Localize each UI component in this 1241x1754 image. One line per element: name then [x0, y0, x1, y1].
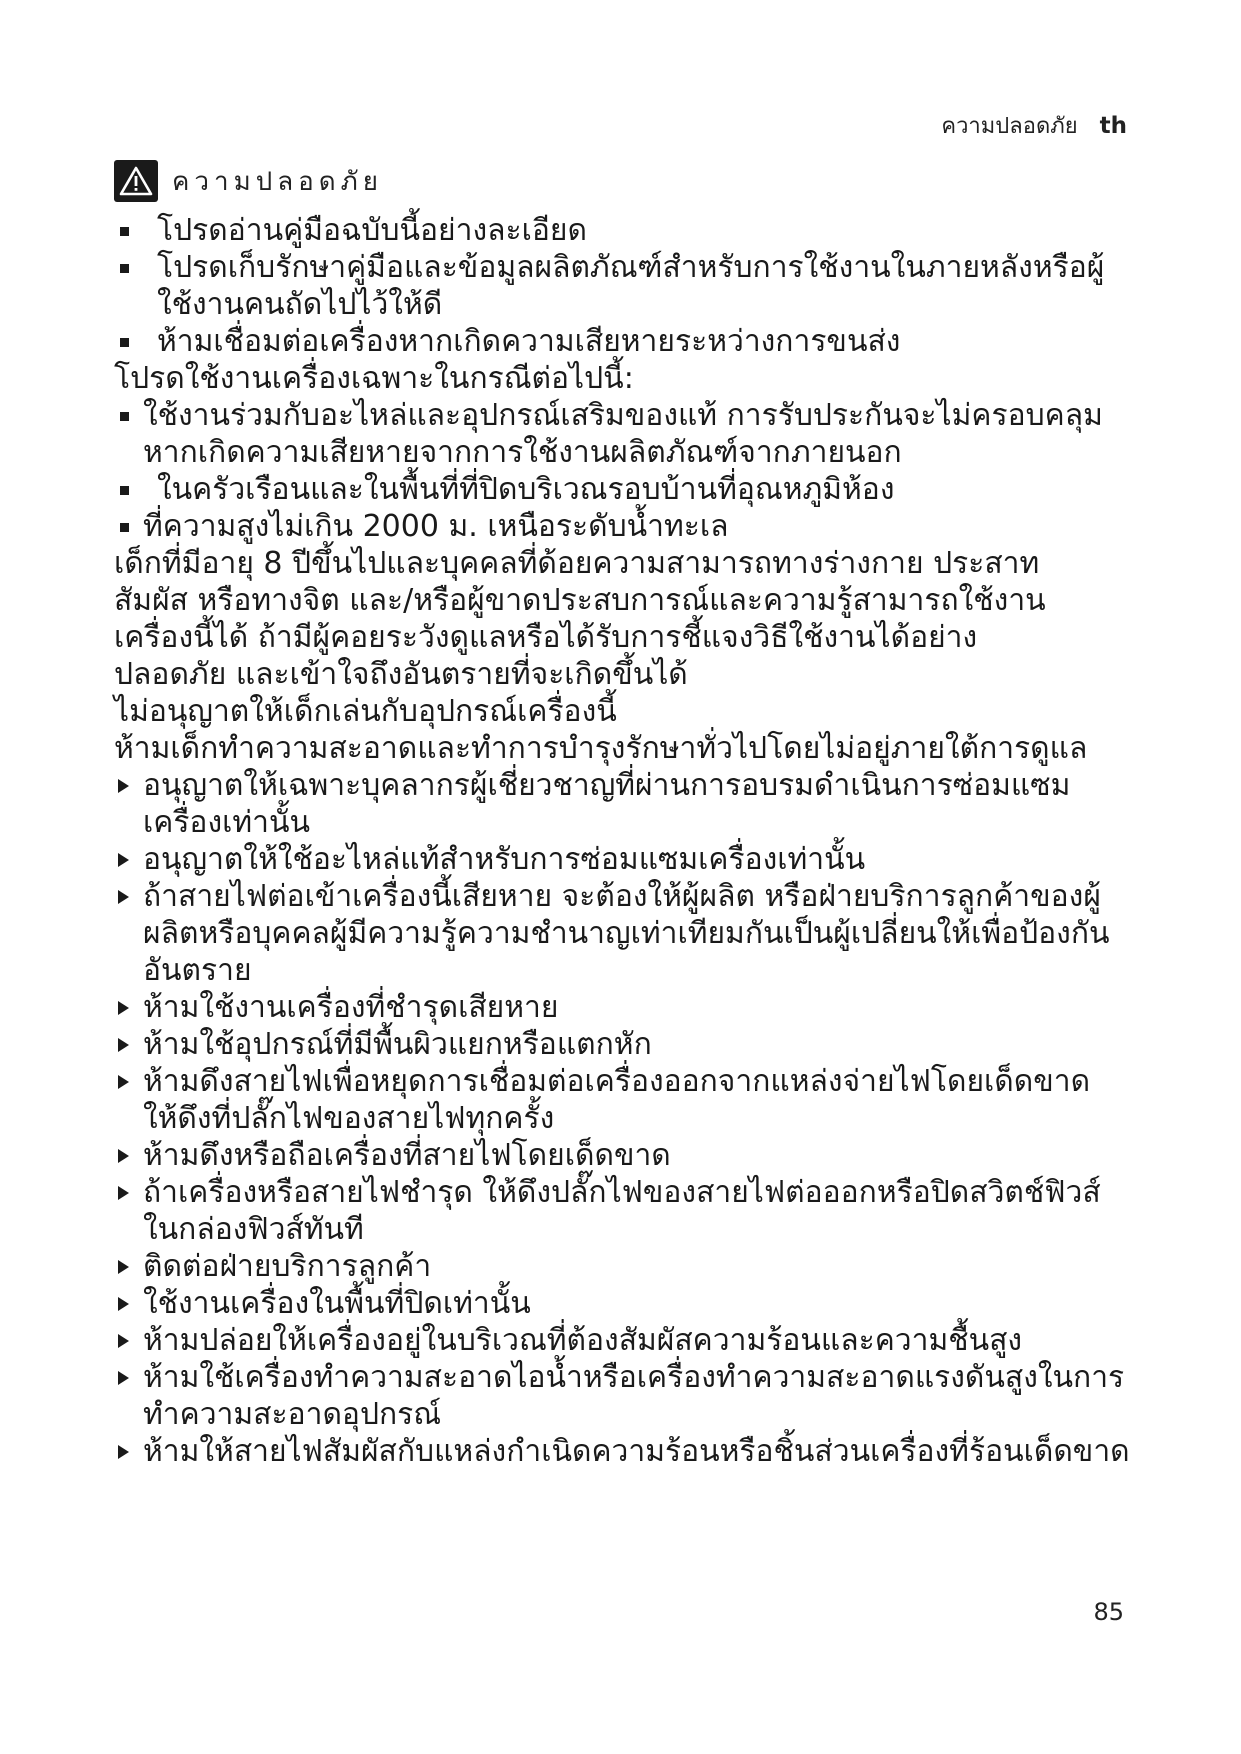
list-item: [114, 767, 1134, 841]
page-header: [941, 108, 1127, 143]
section-title: ความปลอดภัย: [172, 166, 384, 197]
list-item-text: อนุญาตให้ใช้อะไหล่แท้สำหรับการซ่อมแซมเครื่องเท่านั้น: [143, 842, 866, 877]
arrow-bullet-icon: [118, 1371, 129, 1385]
list-item: [114, 1174, 1134, 1248]
list-item: [114, 1285, 1134, 1322]
list-item: [114, 989, 1134, 1026]
list-item-text: ในครัวเรือนและในพื้นที่ที่ปิดบริเวณรอบบ้านที่อุณหภูมิห้อง: [157, 472, 895, 507]
header-language-code: th: [1099, 113, 1127, 139]
list-item-text: โปรดเก็บรักษาคู่มือและข้อมูลผลิตภัณฑ์สำหรับการใช้งานในภายหลังหรือผู้ใช้งานคนถัดไปไว้ให้ดี: [157, 250, 1105, 322]
square-bullet-icon: [120, 412, 129, 421]
list-item: [114, 508, 1134, 545]
list-item: [114, 1248, 1134, 1285]
list-item-text: ถ้าเครื่องหรือสายไฟชำรุด ให้ดึงปลั๊กไฟของสายไฟต่อออกหรือปิดสวิตช์ฟิวส์ในกล่องฟิวส์ทันที: [143, 1175, 1101, 1247]
list-item: [114, 397, 1134, 471]
square-bullet-icon: [120, 264, 129, 273]
list-item-text: ห้ามดึงสายไฟเพื่อหยุดการเชื่อมต่อเครื่องออกจากแหล่งจ่ายไฟโดยเด็ดขาด ให้ดึงที่ปลั๊กไฟของสายไฟทุกครั้ง: [143, 1064, 1091, 1136]
arrow-bullet-icon: [118, 1445, 129, 1459]
square-bullet-icon: [120, 338, 129, 347]
list-item-text: ติดต่อฝ่ายบริการลูกค้า: [143, 1249, 432, 1284]
list-item: [114, 1359, 1134, 1433]
paragraph-line: ไม่อนุญาตให้เด็กเล่นกับอุปกรณ์เครื่องนี้: [114, 694, 617, 729]
list-item: [114, 249, 1134, 323]
page-number: 85: [1093, 1598, 1124, 1626]
list-item-text: ห้ามใช้อุปกรณ์ที่มีพื้นผิวแยกหรือแตกหัก: [143, 1027, 652, 1062]
list-item-text: ใช้งานเครื่องในพื้นที่ปิดเท่านั้น: [143, 1286, 531, 1321]
list-item-text: ใช้งานร่วมกับอะไหล่และอุปกรณ์เสริมของแท้ การรับประกันจะไม่ครอบคลุมหากเกิดความเสียหายจากการใช้งานผลิตภัณฑ์จากภายนอก: [143, 398, 1103, 470]
paragraph-line: ปลอดภัย และเข้าใจถึงอันตรายที่จะเกิดขึ้นได้: [114, 657, 688, 692]
arrow-bullet-icon: [118, 779, 129, 793]
list-item: [114, 1063, 1134, 1137]
paragraph-line: ห้ามเด็กทำความสะอาดและทำการบำรุงรักษาทั่วไปโดยไม่อยู่ภายใต้การดูแล: [114, 731, 1088, 766]
list-item-text: ห้ามใช้งานเครื่องที่ชำรุดเสียหาย: [143, 990, 559, 1025]
paragraph-line: เด็กที่มีอายุ 8 ปีขึ้นไปและบุคคลที่ด้อยความสามารถทางร่างกาย ประสาท: [114, 546, 1040, 581]
warning-icon: [114, 160, 158, 202]
arrow-bullet-icon: [118, 1038, 129, 1052]
list-item: [114, 212, 1134, 249]
list-item-text: ห้ามปล่อยให้เครื่องอยู่ในบริเวณที่ต้องสัมผัสความร้อนและความชื้นสูง: [143, 1323, 1023, 1358]
list-item-text: ห้ามเชื่อมต่อเครื่องหากเกิดความเสียหายระหว่างการขนส่ง: [157, 324, 901, 359]
list-item: [114, 1433, 1134, 1470]
square-bullet-icon: [120, 227, 129, 236]
header-section-title: ความปลอดภัย: [941, 114, 1078, 139]
square-bullet-icon: [120, 523, 129, 532]
list-item: [114, 323, 1134, 360]
list-item: [114, 1322, 1134, 1359]
arrow-bullet-icon: [118, 1075, 129, 1089]
arrow-bullet-icon: [118, 1186, 129, 1200]
arrow-bullet-icon: [118, 1001, 129, 1015]
paragraph-line: เครื่องนี้ได้ ถ้ามีผู้คอยระวังดูแลหรือได้รับการชี้แจงวิธีใช้งานได้อย่าง: [114, 620, 978, 655]
arrow-bullet-icon: [118, 1260, 129, 1274]
list-item: [114, 841, 1134, 878]
list-item: [114, 878, 1134, 989]
arrow-bullet-icon: [118, 890, 129, 904]
list-item: [114, 471, 1134, 508]
list-item-text: ห้ามดึงหรือถือเครื่องที่สายไฟโดยเด็ดขาด: [143, 1138, 671, 1173]
arrow-bullet-icon: [118, 853, 129, 867]
list-item-text: ที่ความสูงไม่เกิน 2000 ม. เหนือระดับน้ำทะเล: [143, 509, 729, 544]
list-item-text: โปรดอ่านคู่มือฉบับนี้อย่างละเอียด: [157, 213, 587, 248]
list-item: [114, 1026, 1134, 1063]
list-item-text: ห้ามให้สายไฟสัมผัสกับแหล่งกำเนิดความร้อนหรือชิ้นส่วนเครื่องที่ร้อนเด็ดขาด: [143, 1434, 1130, 1469]
list-item-text: ห้ามใช้เครื่องทำความสะอาดไอน้ำหรือเครื่องทำความสะอาดแรงดันสูงในการทำความสะอาดอุปกรณ์: [143, 1360, 1125, 1432]
arrow-bullet-icon: [118, 1334, 129, 1348]
list-item-text: ถ้าสายไฟต่อเข้าเครื่องนี้เสียหาย จะต้องให้ผู้ผลิต หรือฝ่ายบริการลูกค้าของผู้ผลิตหรือบุคคลผู้มีความรู้ความชำนาญเท่าเทียมกันเป็นผู้เปลี่ยนให้เพื่อป้องกันอันตราย: [143, 879, 1110, 988]
arrow-bullet-icon: [118, 1149, 129, 1163]
paragraph-line: สัมผัส หรือทางจิต และ/หรือผู้ขาดประสบการณ์และความรู้สามารถใช้งาน: [114, 583, 1046, 618]
arrow-bullet-icon: [118, 1297, 129, 1311]
safety-content: [114, 212, 1134, 1470]
list-item-text: อนุญาตให้เฉพาะบุคลากรผู้เชี่ยวชาญที่ผ่านการอบรมดำเนินการซ่อมแซมเครื่องเท่านั้น: [143, 768, 1071, 840]
intro-use-text: โปรดใช้งานเครื่องเฉพาะในกรณีต่อไปนี้:: [114, 361, 634, 396]
list-item: [114, 1137, 1134, 1174]
section-heading: [114, 160, 383, 202]
square-bullet-icon: [120, 486, 129, 495]
